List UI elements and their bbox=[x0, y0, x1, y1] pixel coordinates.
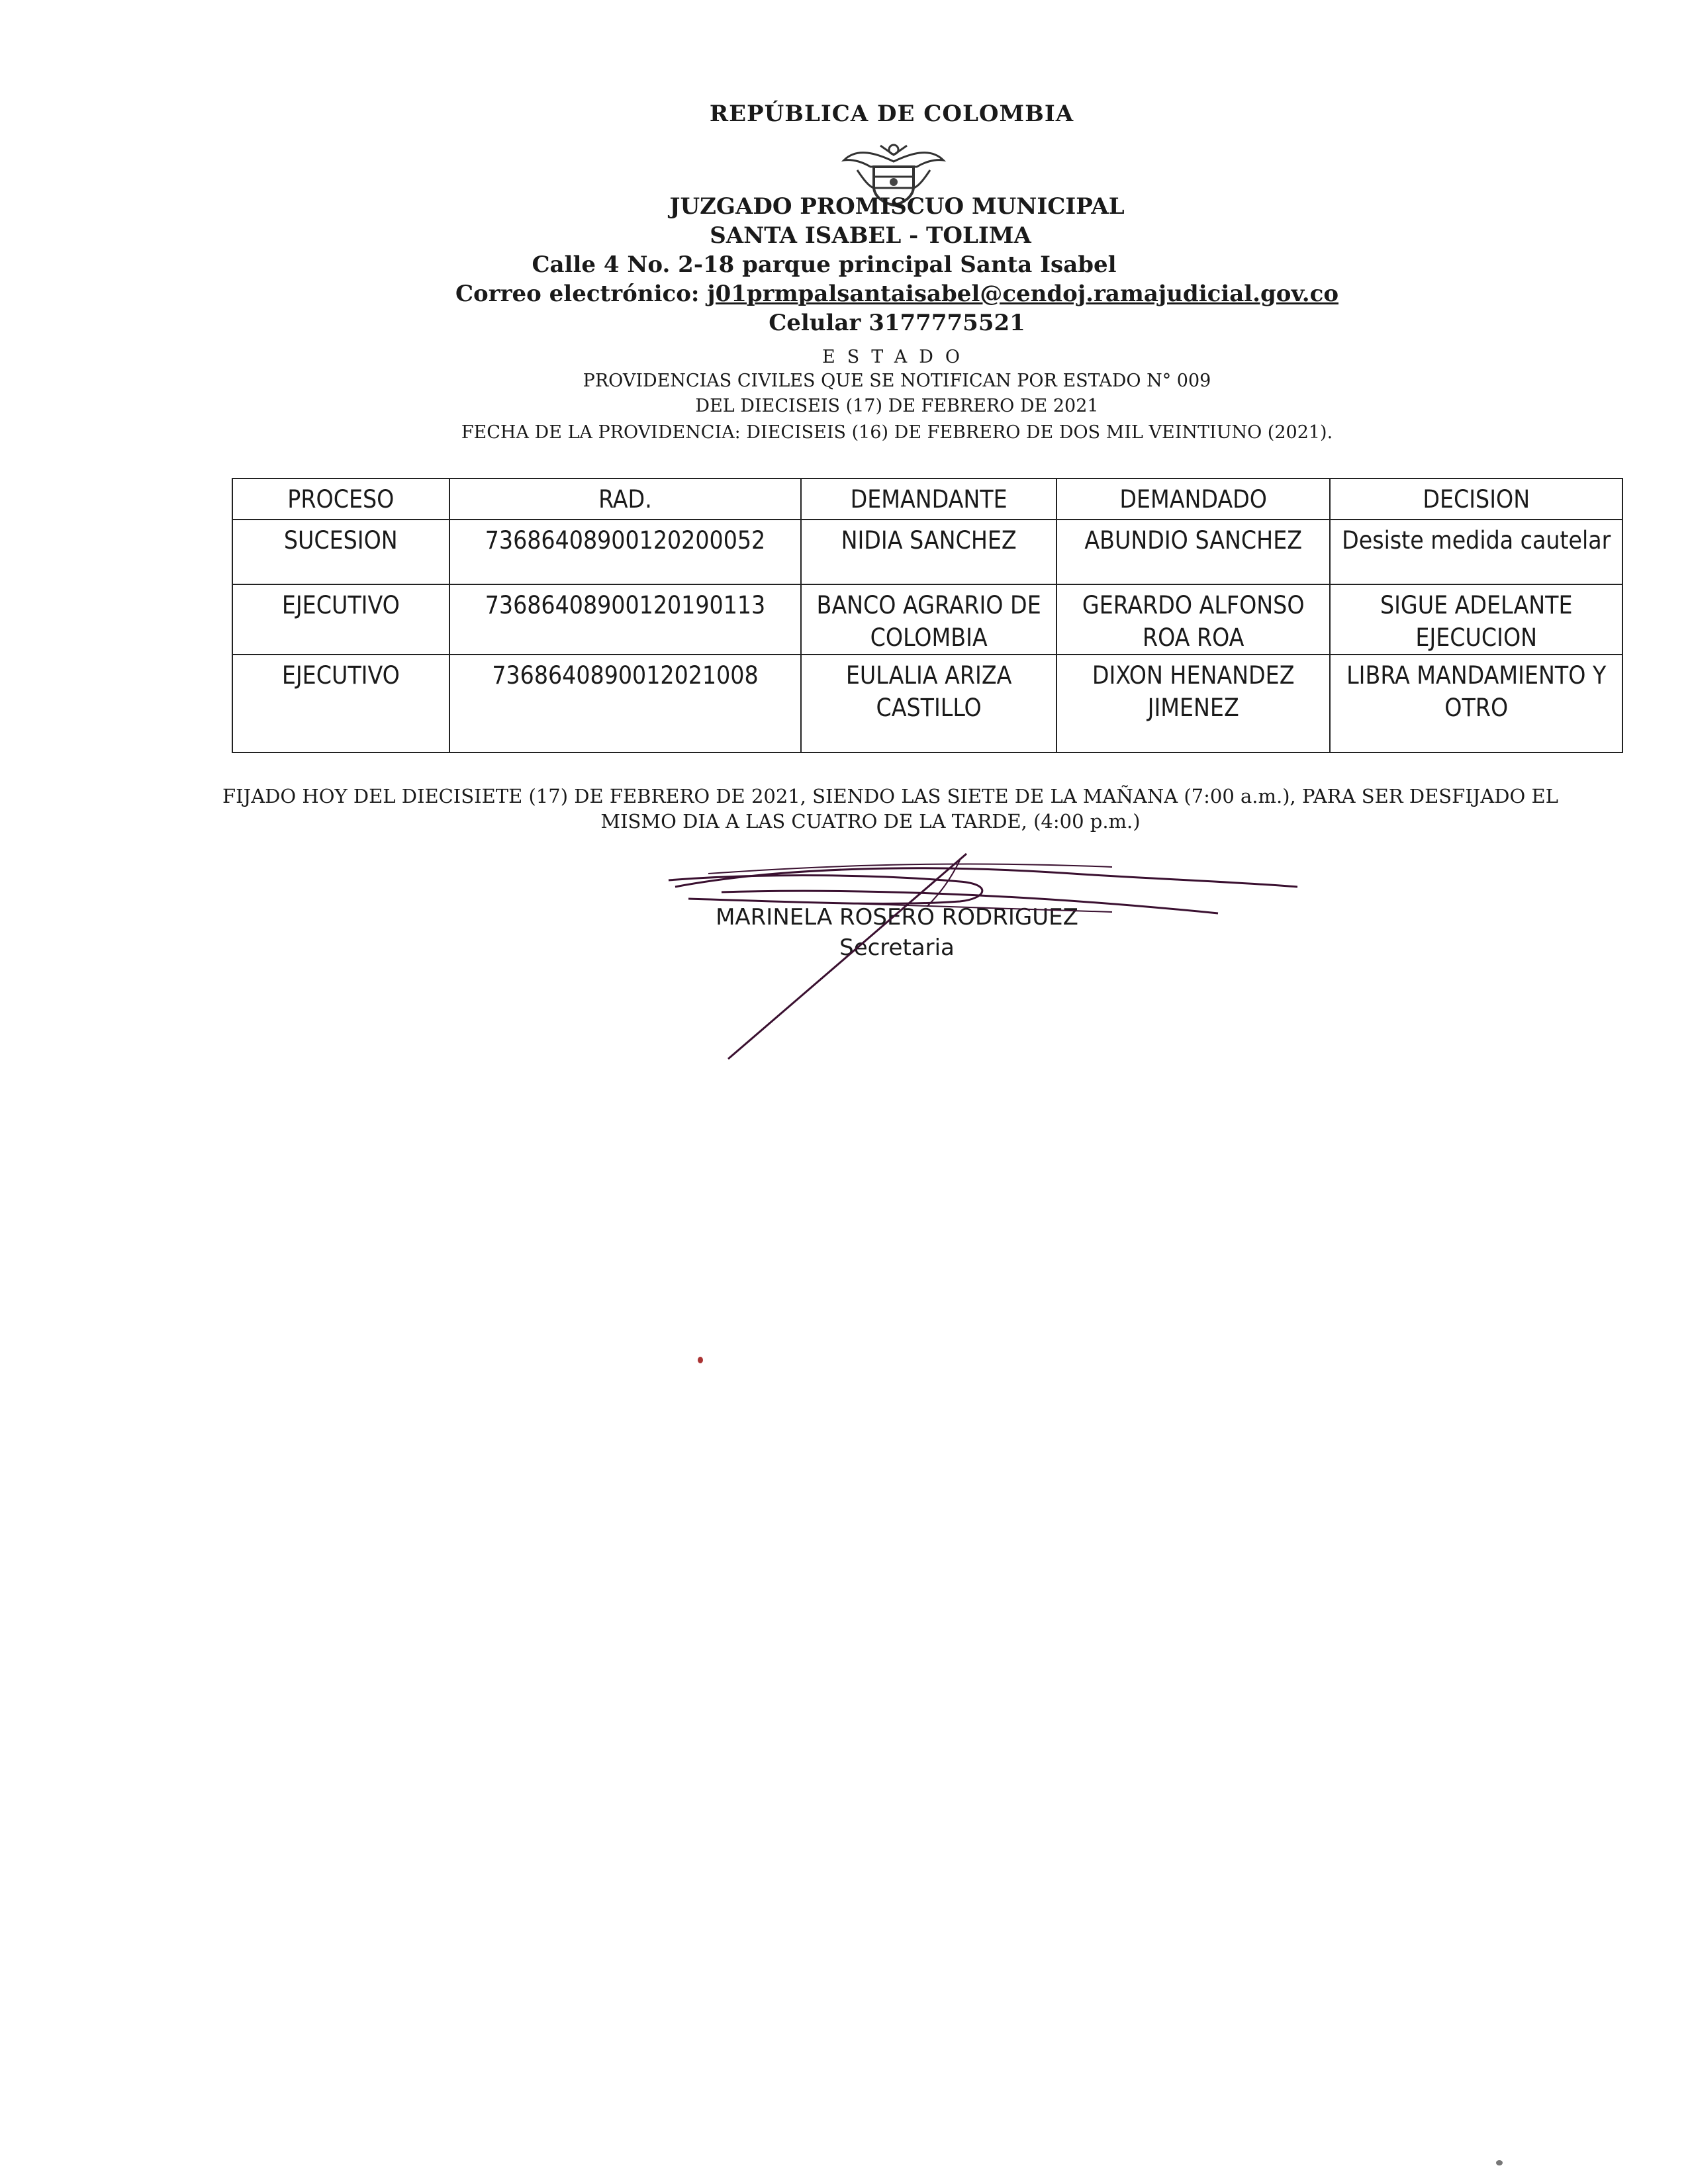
cell-decision: LIBRA MANDAMIENTO Y OTRO bbox=[1330, 655, 1622, 752]
scan-speck bbox=[1496, 2160, 1503, 2165]
signer-name: MARINELA ROSERO RODRIGUEZ bbox=[716, 904, 1078, 931]
signer-role: Secretaria bbox=[839, 934, 955, 961]
header-demandante: DEMANDANTE bbox=[801, 478, 1056, 520]
signature-icon bbox=[649, 841, 1311, 1066]
cell-demandante: BANCO AGRARIO DE COLOMBIA bbox=[801, 584, 1056, 655]
cell-demandante: NIDIA SANCHEZ bbox=[801, 520, 1056, 584]
header-decision: DECISION bbox=[1330, 478, 1622, 520]
cell-decision: SIGUE ADELANTE EJECUCION bbox=[1330, 584, 1622, 655]
cell-proceso: EJECUTIVO bbox=[232, 584, 449, 655]
providencias-table bbox=[232, 478, 1623, 753]
table-row bbox=[232, 584, 1622, 655]
republic-heading: REPÚBLICA DE COLOMBIA bbox=[709, 101, 1074, 127]
table-header-row bbox=[232, 478, 1622, 520]
court-phone: Celular 3177775521 bbox=[769, 310, 1025, 336]
estado-title: ESTADO bbox=[821, 347, 972, 367]
cell-rad: 73686408900120200052 bbox=[449, 520, 802, 584]
court-city: SANTA ISABEL - TOLIMA bbox=[710, 222, 1031, 249]
table-row bbox=[232, 655, 1622, 752]
table-row bbox=[232, 520, 1622, 584]
cell-demandado: ABUNDIO SANCHEZ bbox=[1056, 520, 1331, 584]
cell-demandado: GERARDO ALFONSO ROA ROA bbox=[1056, 584, 1331, 655]
header-proceso: PROCESO bbox=[232, 478, 449, 520]
notice-line-1: PROVIDENCIAS CIVILES QUE SE NOTIFICAN POR ESTADO N° 009 bbox=[583, 371, 1211, 391]
email-label: Correo electrónico: bbox=[455, 281, 700, 307]
header-rad: RAD. bbox=[449, 478, 802, 520]
posting-line-2: MISMO DIA A LAS CUATRO DE LA TARDE, (4:00 p.m.) bbox=[600, 810, 1141, 833]
header-demandado: DEMANDADO bbox=[1056, 478, 1331, 520]
cell-rad: 73686408900120190113 bbox=[449, 584, 802, 655]
notice-line-2: DEL DIECISEIS (17) DE FEBRERO DE 2021 bbox=[695, 396, 1099, 416]
cell-proceso: SUCESION bbox=[232, 520, 449, 584]
email-link[interactable]: j01prmpalsantaisabel@cendoj.ramajudicial.gov.co bbox=[707, 281, 1339, 307]
scan-speck bbox=[698, 1357, 703, 1363]
cell-demandante: EULALIA ARIZA CASTILLO bbox=[801, 655, 1056, 752]
court-address: Calle 4 No. 2-18 parque principal Santa Isabel bbox=[532, 251, 1117, 278]
email-line bbox=[53, 281, 1688, 307]
notice-line-3: FECHA DE LA PROVIDENCIA: DIECISEIS (16) DE FEBRERO DE DOS MIL VEINTIUNO (2021). bbox=[461, 422, 1333, 443]
cell-proceso: EJECUTIVO bbox=[232, 655, 449, 752]
posting-line-1: FIJADO HOY DEL DIECISIETE (17) DE FEBRERO DE 2021, SIENDO LAS SIETE DE LA MAÑANA (7:00 a.m.), PARA SER DESFIJADO EL bbox=[222, 785, 1558, 807]
court-name: JUZGADO PROMISCUO MUNICIPAL bbox=[669, 193, 1125, 220]
cell-demandado: DIXON HENANDEZ JIMENEZ bbox=[1056, 655, 1331, 752]
cell-rad: 7368640890012021008 bbox=[449, 655, 802, 752]
cell-decision: Desiste medida cautelar bbox=[1330, 520, 1622, 584]
